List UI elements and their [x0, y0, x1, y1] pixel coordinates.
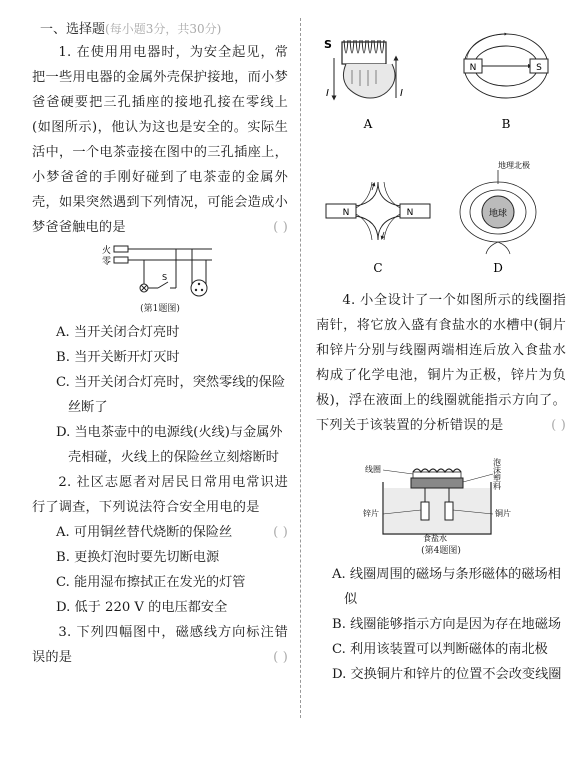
panel-b-opposite-poles [464, 34, 548, 131]
foam-float [411, 478, 463, 488]
live-wire-label: 火 [102, 246, 112, 256]
neutral-fuse [114, 257, 128, 263]
panel-b-left-pole: N [469, 63, 477, 73]
q4-option-b: B. 线圈能够指示方向是因为存在地磁场 [332, 617, 562, 632]
panel-c-right-pole: N [406, 208, 414, 218]
hand-shape [343, 64, 395, 98]
coil-label: 线圈 [365, 465, 381, 474]
panel-c-label: C [373, 261, 383, 275]
figure-1-caption: (第1题图) [140, 304, 180, 314]
q2-option-c: C. 能用湿布擦拭正在发光的灯管 [56, 575, 246, 590]
panel-a-solenoid [324, 38, 403, 131]
question-3-body: 3. 下列四幅图中，磁感线方向标注错误的是 [32, 625, 288, 665]
foam-label: 泡沫塑料 [492, 458, 502, 490]
panel-c-left-pole: N [342, 208, 350, 218]
saltwater-label: 食盐水 [423, 534, 447, 542]
panel-b-right-pole: S [536, 63, 542, 73]
coil-loops [413, 469, 461, 472]
answer-bracket-1: ( ) [273, 220, 288, 235]
question-3-text [32, 620, 288, 670]
panel-d-earth [460, 160, 536, 275]
q2-option-d: D. 低于 220 V 的电压都安全 [56, 600, 228, 615]
zinc-plate [421, 502, 429, 520]
coil-compass-figure [361, 444, 521, 542]
right-column [316, 18, 566, 687]
section-title: 一、选择题 [40, 22, 106, 37]
column-divider [300, 18, 301, 718]
panel-c-like-poles [326, 182, 430, 275]
q2-option-b: B. 更换灯泡时要先切断电源 [56, 550, 220, 565]
figure-4-caption: (第4题图) [421, 546, 461, 556]
earth-label: 地球 [488, 209, 508, 219]
answer-bracket-2: ( ) [273, 525, 288, 540]
copper-plate [445, 502, 453, 520]
panel-a-pole-label: S [324, 38, 332, 51]
answer-bracket-3: ( ) [273, 650, 288, 665]
q2-option-a: A. 可用铜丝替代烧断的保险丝 [56, 525, 233, 540]
panel-b-label: B [501, 117, 511, 131]
q1-option-b: B. 当开关断开灯灭时 [56, 350, 180, 365]
question-4-body: 4. 小全设计了一个如图所示的线圈指南针，将它放入盛有食盐水的水槽中(铜片和锌片分别与线圈两端相连后放入食盐水构成了化学电池，铜片为正极，锌片为负极)，浮在液面上的线圈就能指示方向了。下列关于该装置的分析错误的是 [316, 293, 566, 433]
question-2-body: 2. 社区志愿者对居民日常用电常识进行了调查，下列说法符合安全用电的是 [32, 475, 288, 515]
question-1-body: 1. 在使用用电器时，为安全起见，常把一些用电器的金属外壳保护接地，而小梦爸爸硬要把三孔插座的接地孔接在零线上(如图所示)，他认为这也是安全的。实际生活中，一个电茶壶接在图中的三孔插座上，小梦爸爸的手刚好碰到了电茶壶的金属外壳，如果突然遇到下列情况，可能会造成小梦爸爸触电的是 [32, 45, 288, 235]
switch-label: S [162, 273, 168, 282]
panel-a-current-left: I [326, 88, 329, 99]
three-hole-socket [191, 280, 207, 296]
switch-symbol [158, 282, 168, 288]
q1-option-c: C. 当开关闭合灯亮时，突然零线的保险丝断了 [56, 375, 286, 415]
q4-option-c: C. 利用该装置可以判断磁体的南北极 [332, 642, 548, 657]
panel-a-label: A [363, 117, 373, 131]
q4-option-a: A. 线圈周围的磁场与条形磁体的磁场相似 [332, 567, 561, 607]
copper-label: 铜片 [495, 509, 511, 518]
magnetic-field-figures [316, 18, 566, 276]
question-4-text [316, 288, 566, 438]
saltwater-area [384, 488, 490, 533]
panel-a-current-right: I [400, 88, 403, 99]
q1-option-a: A. 当开关闭合灯亮时 [56, 325, 180, 340]
circuit-figure [100, 240, 220, 300]
neutral-wire-label: 零 [102, 257, 112, 267]
q4-option-d: D. 交换铜片和锌片的位置不会改变线圈 [332, 667, 562, 682]
geographic-north-label: 地理北极 [498, 161, 530, 170]
section-note: (每小题3分，共30分) [105, 22, 222, 36]
live-fuse [114, 246, 128, 252]
left-column [32, 18, 288, 670]
question-1-text [32, 40, 288, 240]
q1-option-d: D. 当电茶壶中的电源线(火线)与金属外壳相碰，火线上的保险丝立刻熔断时 [56, 425, 283, 465]
zinc-label: 锌片 [363, 509, 379, 518]
answer-bracket-4: ( ) [551, 418, 566, 433]
section-heading [40, 18, 288, 40]
panel-d-label: D [493, 261, 503, 275]
